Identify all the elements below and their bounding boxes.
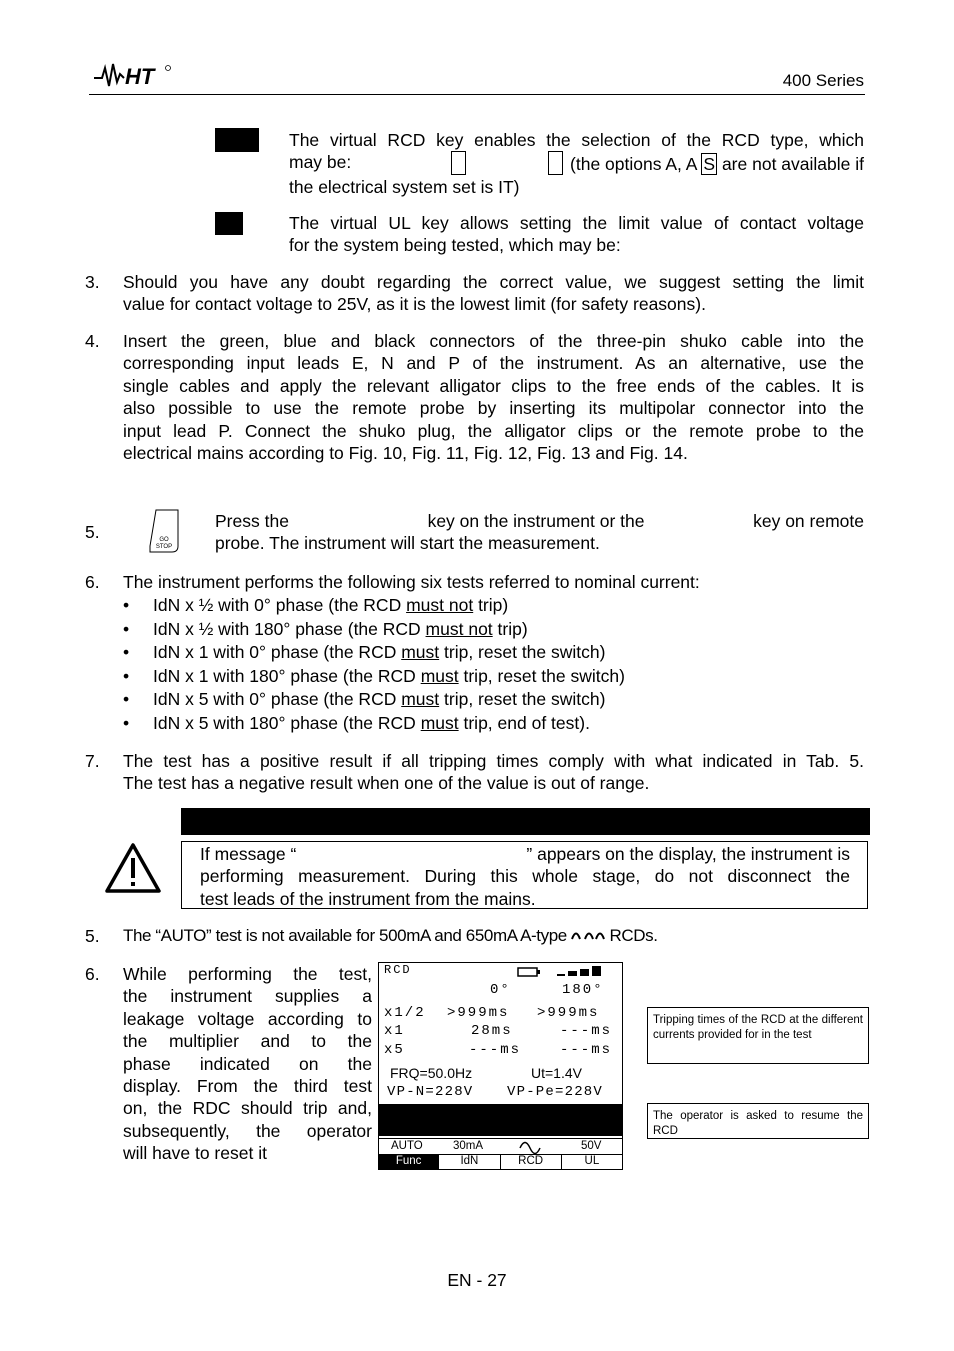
softkey-idn[interactable]: IdN xyxy=(438,1155,499,1170)
row-value-0: ---ms xyxy=(469,1042,522,1058)
softkey-ul[interactable]: UL xyxy=(561,1155,622,1170)
svg-text:GO: GO xyxy=(159,537,169,543)
step-6b-text: While performing the test, the instrument supplies a leakage voltage according to the multiplier and to the phase indicated on the display. From the third test on, the RDC should trip and, subsequently, the operator will have to reset it xyxy=(123,964,372,1164)
row-value-180: ---ms xyxy=(560,1023,613,1039)
step-7-number: 7. xyxy=(85,751,100,771)
status-ul: 50V xyxy=(581,1140,602,1152)
step-6-bullet-list xyxy=(123,594,625,736)
step-3-number: 3. xyxy=(85,272,100,292)
step-3-text: Should you have any doubt regarding the correct value, we suggest setting the limit value for contact voltage to 25V, as it is the lowest limit (for safety reasons). xyxy=(123,272,864,315)
half-wave-icon xyxy=(571,927,605,941)
softkey-rcd[interactable]: RCD xyxy=(500,1155,561,1170)
step-7-text: The test has a positive result if all tripping times comply with what indicated in Tab. 5. The test has a negative result when one of the value is out of range. xyxy=(123,751,864,794)
status-idn: 30mA xyxy=(453,1140,484,1152)
auto-note-number: 5. xyxy=(85,926,100,946)
step-6-number: 6. xyxy=(85,572,100,592)
step-6-bullet-item: • IdN x 1 with 180° phase (the RCD must trip, reset the switch) xyxy=(123,665,625,686)
warning-header-bar xyxy=(181,808,870,835)
rcd-key-text: The virtual RCD key enables the selection of the RCD type, which may be: (the options A, A S are not available if the electrical system set is IT) xyxy=(289,130,864,197)
ul-key-image xyxy=(215,212,243,235)
step-4-number: 4. xyxy=(85,331,100,351)
step-6-bullet-item: • IdN x 5 with 180° phase (the RCD must trip, end of test). xyxy=(123,712,590,733)
ul-key-text: The virtual UL key allows setting the limit value of contact voltage for the system being tested, which may be: xyxy=(289,213,864,256)
row-label: x1 xyxy=(384,1023,405,1039)
step-6-bullet-item: • IdN x ½ with 0° phase (the RCD must not trip) xyxy=(123,595,509,615)
go-stop-key-icon xyxy=(146,508,182,554)
step-6-bullet-item: • IdN x ½ with 180° phase (the RCD must not trip) xyxy=(123,618,528,639)
step-5-number: 5. xyxy=(85,522,100,542)
display-softkeys xyxy=(379,1154,622,1170)
caption-operator-reset: The operator is asked to resume the RCD xyxy=(647,1103,869,1139)
battery-icon xyxy=(517,964,541,984)
row-value-180: ---ms xyxy=(560,1042,613,1058)
header-rule xyxy=(89,94,865,95)
display-title: RCD xyxy=(384,963,412,977)
auto-note-text: The “AUTO” test is not available for 500mA and 650mA A-type RCDs. xyxy=(123,926,658,945)
page-number: EN - 27 xyxy=(447,1270,507,1290)
rcd-key-image xyxy=(215,128,259,152)
caption-tripping-times: Tripping times of the RCD at the different currents provided for in the test xyxy=(647,1007,869,1064)
step-6b-number: 6. xyxy=(85,964,100,984)
row-value-0: >999ms xyxy=(447,1005,510,1021)
row-label: x1/2 xyxy=(384,1005,426,1021)
logo-text: HT xyxy=(125,64,155,89)
series-label: 400 Series xyxy=(782,71,864,90)
signal-level-icon xyxy=(555,963,611,983)
frequency-readout: FRQ=50.0Hz xyxy=(390,1065,473,1081)
row-label: x5 xyxy=(384,1042,405,1058)
row-value-180: >999ms xyxy=(537,1005,600,1021)
status-auto: AUTO xyxy=(391,1140,423,1152)
row-value-0: 28ms xyxy=(471,1023,513,1039)
softkey-func[interactable]: Func xyxy=(379,1155,438,1170)
step-4-text: Insert the green, blue and black connectors of the three-pin shuko cable into the corresponding input leads E, N and P of the instrument. As an alternative, use the single cables and apply the relevant alligator clips to the free ends of the cables. It is also possible to use the remote probe by inserting its multipolar connector into the input lead P. Connect the shuko plug, the alligator clips or the remote probe to the electrical mains according to Fig. 10, Fig. 11, Fig. 12, Fig. 13 and Fig. 14. xyxy=(123,331,864,464)
display-status-row xyxy=(379,1138,622,1155)
svg-text:STOP: STOP xyxy=(155,544,173,550)
ut-readout: Ut=1.4V xyxy=(531,1065,582,1081)
step-6-intro: The instrument performs the following six tests referred to nominal current: xyxy=(123,572,700,592)
step-6-bullet-item: • IdN x 1 with 0° phase (the RCD must trip, reset the switch) xyxy=(123,642,606,663)
warning-triangle-icon xyxy=(104,842,162,894)
ht-logo xyxy=(92,60,172,90)
vpe-readout: VP-Pe=228V xyxy=(507,1084,604,1100)
step-6-bullet-item: • IdN x 5 with 0° phase (the RCD must trip, reset the switch) xyxy=(123,689,606,710)
instrument-display xyxy=(378,962,623,1170)
warning-text: If message “ ” appears on the display, the instrument is performing measurement. During this whole stage, do not disconnect the test leads of the instrument from the mains. xyxy=(200,844,850,909)
step-5-text: Press the key on the instrument or the key on remote probe. The instrument will start the measurement. xyxy=(215,511,864,554)
rcd-type-box-2 xyxy=(548,151,563,175)
col-180-header: 180° xyxy=(562,982,604,998)
rcd-type-box-1 xyxy=(451,151,466,175)
display-message-bar xyxy=(379,1104,622,1136)
col-0-header: 0° xyxy=(490,982,511,998)
vpn-readout: VP-N=228V xyxy=(387,1084,474,1100)
